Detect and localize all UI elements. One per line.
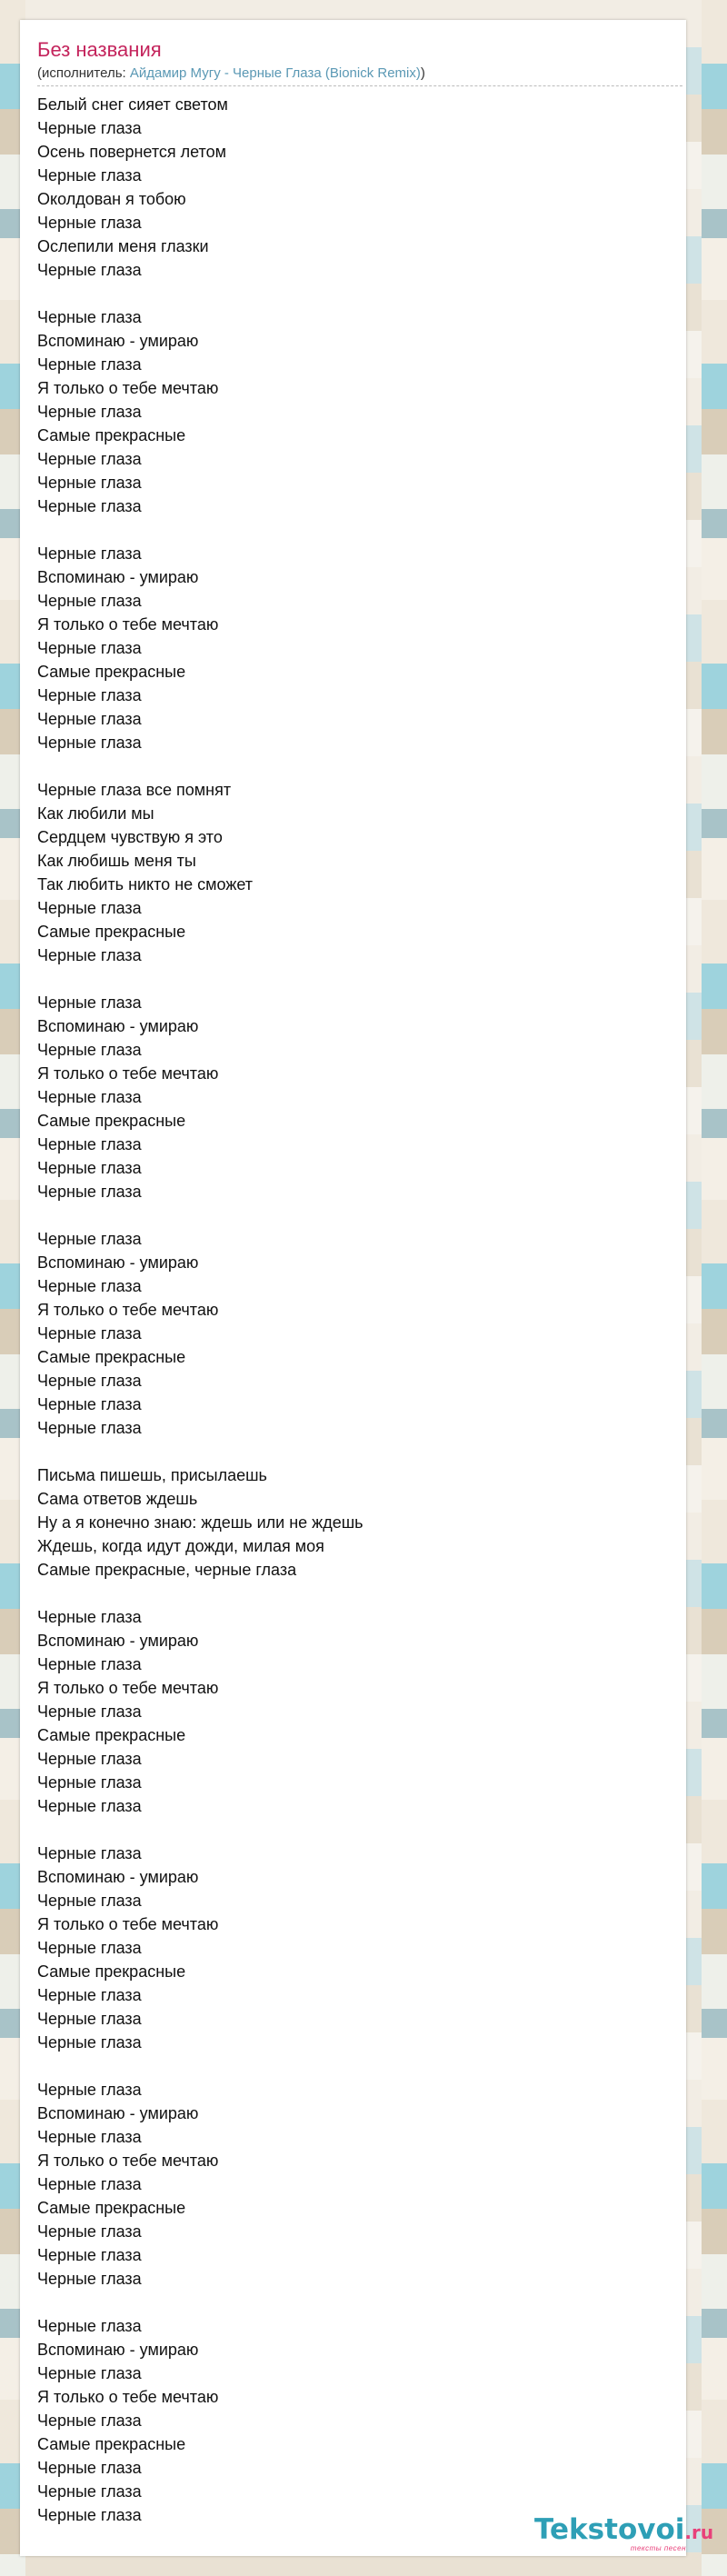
lyric-line: Черные глаза [37,1159,142,1177]
performer-prefix: (исполнитель: [37,65,130,81]
lyric-line: Осень повернется летом [37,143,226,161]
lyric-blank-line [37,2291,673,2314]
lyric-line: Черные глаза [37,2270,142,2288]
lyric-line: Черные глаза [37,1088,142,1106]
lyric-line: Черные глаза [37,2459,142,2477]
lyric-line: Черные глаза [37,2222,142,2241]
lyrics-text [37,93,673,2527]
lyric-line: Самые прекрасные [37,1348,186,1366]
lyric-line: Черные глаза [37,639,142,657]
lyric-line: Черные глаза [37,1797,142,1815]
lyric-line: Черные глаза [37,497,142,515]
lyric-line: Так любить никто не сможет [37,875,254,894]
lyric-line: Как любили мы [37,804,154,823]
lyric-line: Самые прекрасные [37,663,186,681]
lyric-line: Самые прекрасные [37,923,186,941]
lyric-line: Я только о тебе мечтаю [37,2388,219,2406]
lyric-line: Черные глаза [37,308,142,326]
lyric-line: Самые прекрасные [37,1112,186,1130]
lyric-line: Самые прекрасные, черные глаза [37,1561,297,1579]
lyric-line: Черные глаза [37,261,142,279]
lyric-line: Черные глаза [37,1655,142,1673]
lyric-line: Черные глаза [37,355,142,374]
lyric-line: Черные глаза [37,1986,142,2004]
lyric-line: Я только о тебе мечтаю [37,379,219,397]
lyric-line: Сама ответов ждешь [37,1490,198,1508]
lyric-line: Черные глаза [37,1702,142,1721]
lyric-line: Черные глаза [37,450,142,468]
lyric-line: Черные глаза [37,2033,142,2052]
lyric-line: Черные глаза [37,119,142,137]
lyric-line: Как любишь меня ты [37,852,196,870]
lyric-blank-line [37,2054,673,2078]
performer-suffix: ) [420,65,425,81]
lyric-line: Околдован я тобою [37,190,186,208]
logo-tld: .ru [684,2521,714,2543]
lyric-line: Самые прекрасные [37,2199,186,2217]
lyric-line: Самые прекрасные [37,426,186,444]
lyric-line: Самые прекрасные [37,1962,186,1981]
performer-line [37,65,425,82]
lyric-blank-line [37,754,673,778]
lyric-line: Черные глаза [37,1750,142,1768]
lyric-line: Сердцем чувствую я это [37,828,223,846]
lyric-line: Черные глаза [37,1372,142,1390]
lyric-line: Черные глаза [37,2081,142,2099]
lyrics-card [20,20,714,2556]
lyric-line: Черные глаза [37,592,142,610]
lyric-line: Черные глаза [37,710,142,728]
lyric-line: Я только о тебе мечтаю [37,1679,219,1697]
lyric-line: Самые прекрасные [37,2435,186,2453]
lyric-line: Черные глаза [37,2246,142,2264]
lyric-line: Черные глаза [37,1041,142,1059]
lyric-line: Вспоминаю - умираю [37,1253,199,1272]
lyric-line: Черные глаза [37,1892,142,1910]
lyric-line: Черные глаза [37,734,142,752]
lyric-line: Черные глаза [37,1608,142,1626]
lyric-line: Черные глаза [37,1419,142,1437]
header-divider [37,85,682,86]
lyric-line: Белый снег сияет светом [37,95,228,114]
lyric-line: Самые прекрасные [37,1726,186,1744]
lyric-line: Черные глаза [37,474,142,492]
site-logo[interactable] [534,2513,714,2554]
lyric-line: Черные глаза [37,1135,142,1153]
lyric-line: Черные глаза [37,2506,142,2524]
lyric-line: Вспоминаю - умираю [37,1017,199,1035]
background-stripes-right [702,0,727,2576]
lyric-line: Черные глаза [37,2317,142,2335]
lyric-line: Письма пишешь, присылаешь [37,1466,267,1484]
lyric-blank-line [37,518,673,542]
lyric-line: Я только о тебе мечтаю [37,1064,219,1083]
lyric-line: Вспоминаю - умираю [37,332,199,350]
lyric-line: Черные глаза [37,2364,142,2382]
lyric-line: Вспоминаю - умираю [37,1868,199,1886]
lyric-line: Черные глаза [37,899,142,917]
lyric-line: Я только о тебе мечтаю [37,615,219,634]
lyric-line: Черные глаза [37,686,142,704]
lyric-line: Черные глаза [37,403,142,421]
logo-name: Tekstovoi [534,2513,685,2546]
lyric-line: Ослепили меня глазки [37,237,209,255]
lyric-line: Черные глаза [37,1324,142,1343]
lyric-line: Черные глаза [37,993,142,1012]
lyric-line: Ну а я конечно знаю: ждешь или не ждешь [37,1513,364,1532]
lyric-line: Вспоминаю - умираю [37,2341,199,2359]
lyric-line: Черные глаза [37,1844,142,1862]
lyric-line: Вспоминаю - умираю [37,1632,199,1650]
logo-tagline: тексты песен [630,2544,686,2552]
lyric-line: Я только о тебе мечтаю [37,2152,219,2170]
logo-wordmark [534,2513,714,2548]
lyric-blank-line [37,967,673,991]
lyric-line: Черные глаза [37,166,142,185]
lyric-line: Черные глаза [37,2411,142,2430]
lyric-line: Черные глаза [37,214,142,232]
lyric-blank-line [37,1582,673,1605]
performer-link[interactable]: Айдамир Мугу - Черные Глаза (Bionick Remix) [129,65,421,81]
lyric-blank-line [37,1440,673,1463]
lyric-line: Черные глаза [37,544,142,563]
lyric-line: Черные глаза [37,1230,142,1248]
lyric-line: Черные глаза [37,2175,142,2193]
lyric-line: Черные глаза [37,1277,142,1295]
lyric-line: Черные глаза [37,1183,142,1201]
lyric-line: Черные глаза [37,2128,142,2146]
lyric-blank-line [37,282,673,305]
lyric-line: Черные глаза все помнят [37,781,232,799]
lyric-line: Черные глаза [37,1939,142,1957]
lyric-line: Вспоминаю - умираю [37,2104,199,2122]
lyric-line: Черные глаза [37,2482,142,2501]
lyric-line: Я только о тебе мечтаю [37,1301,219,1319]
lyric-line: Черные глаза [37,1773,142,1792]
lyric-line: Я только о тебе мечтаю [37,1915,219,1933]
lyric-line: Черные глаза [37,2010,142,2028]
song-title: Без названия [37,38,162,61]
lyric-line: Ждешь, когда идут дожди, милая моя [37,1537,324,1555]
lyric-blank-line [37,1818,673,1842]
lyric-line: Черные глаза [37,1395,142,1413]
lyric-line: Черные глаза [37,946,142,964]
lyric-line: Вспоминаю - умираю [37,568,199,586]
lyric-blank-line [37,1203,673,1227]
